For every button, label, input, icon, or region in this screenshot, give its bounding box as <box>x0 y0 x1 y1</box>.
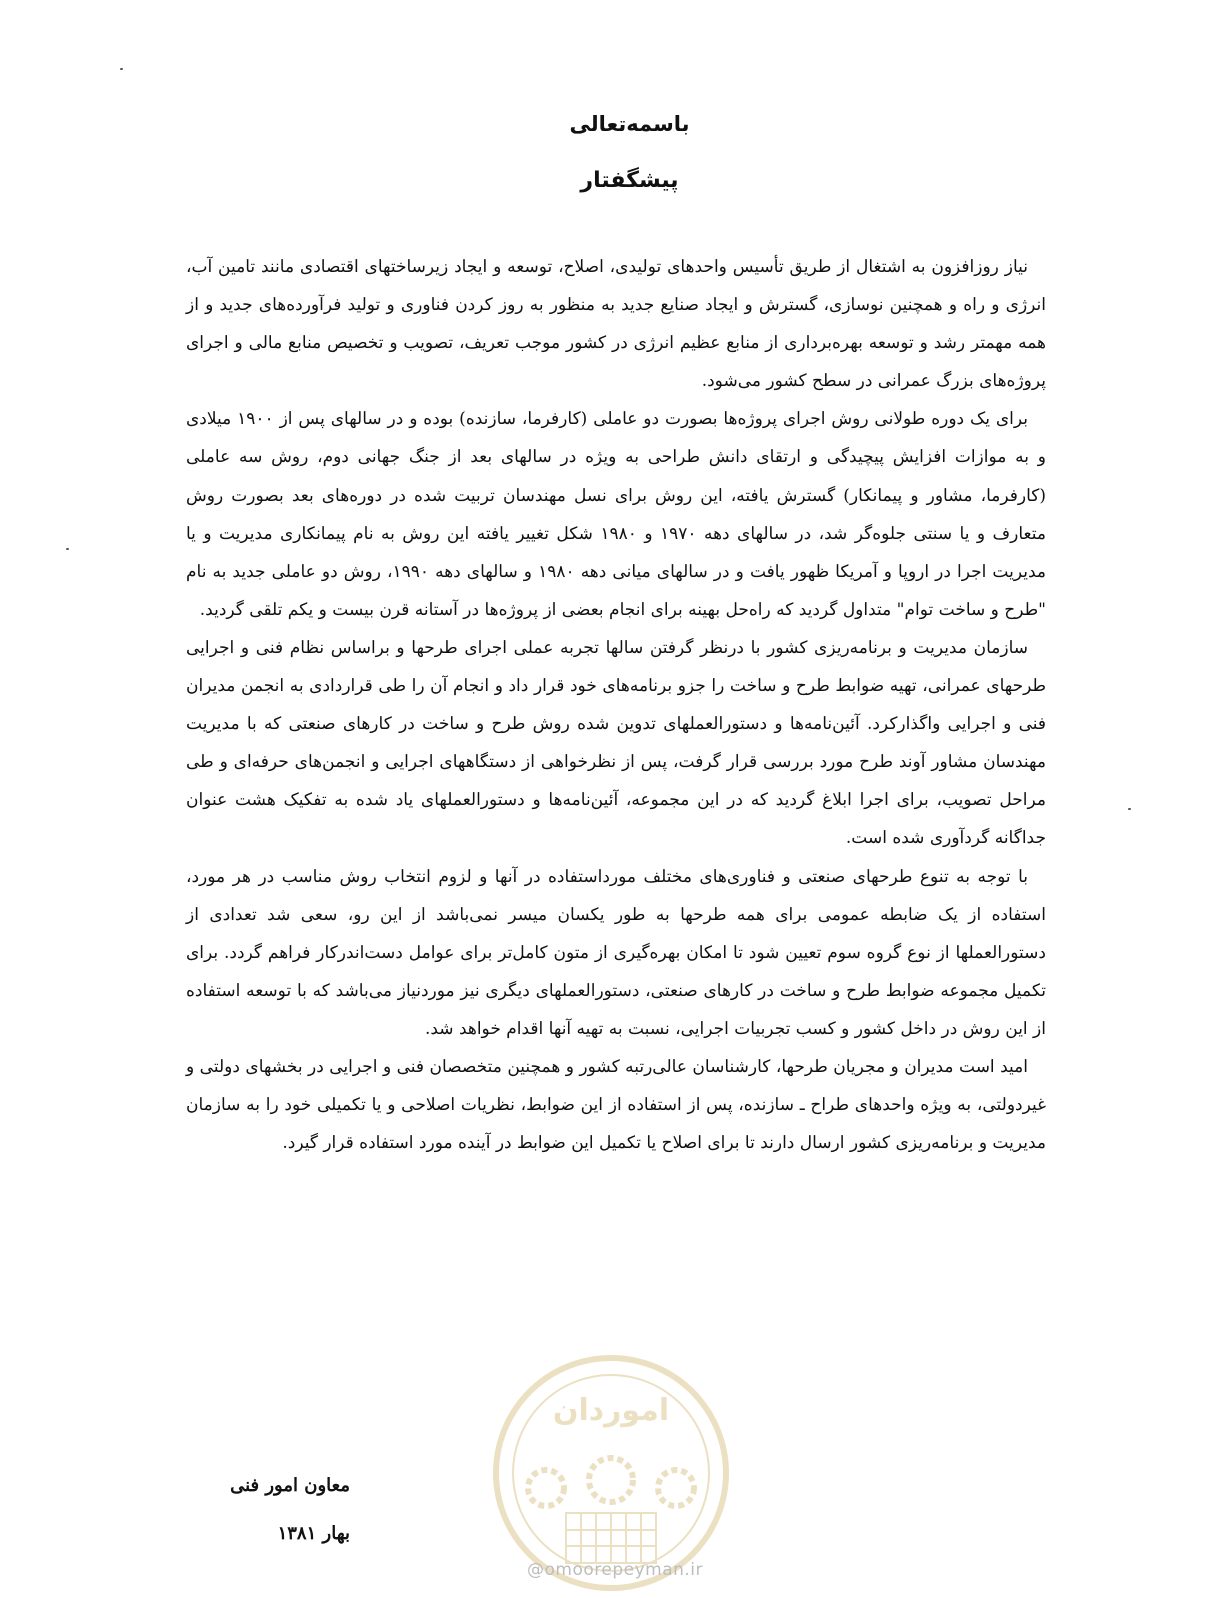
watermark-url: @omoorepeyman.ir <box>526 1560 704 1580</box>
bismillah-heading: باسمه‌تعالی <box>569 112 690 136</box>
watermark-logo-text: اموردان <box>552 1393 670 1428</box>
signature-role: معاون امور فنی <box>230 1475 350 1496</box>
paragraph-3: سازمان مدیریت و برنامه‌ریزی کشور با درنظر گرفتن سالها تجربه عملی اجرای طرحها و براساس نظام فنی و اجرایی طرحهای عمرانی، تهیه ضوابط طرح و ساخت را جزو برنامه‌های خود قرار داد و انجام آن را طی قراردادی به انجمن مدیران فنی و اجرایی واگذارکرد. آئین‌نامه‌ها و دستورالعملهای تدوین شده روش طرح و ساخت در کارهای صنعتی که با مدیریت مهندسان مشاور آوند طرح مورد بررسی قرار گرفت، پس از نظرخواهی از دستگاههای اجرایی و انجمن‌های حرفه‌ای و طی مراحل تصویب، برای اجرا ابلاغ گردید که در این مجموعه، آئین‌نامه‌ها و دستورالعملهای یاد شده به تفکیک هشت عنوان جداگانه گردآوری شده است. <box>186 637 1046 849</box>
paragraph-2: برای یک دوره طولانی روش اجرای پروژه‌ها بصورت دو عاملی (کارفرما، سازنده) بوده و در سالهای پس از ۱۹۰۰ میلادی و به موازات افزایش پیچیدگی و ارتقای دانش طراحی به ویژه در سالهای بعد از جنگ جهانی دوم، روش سه عاملی (کارفرما، مشاور و پیمانکار) گسترش یافته، این روش برای نسل مهندسان تربیت شده در دوره‌های بعد بصورت روش متعارف و یا سنتی جلوه‌گر شد، در سالهای دهه ۱۹۷۰ و ۱۹۸۰ شکل تغییر یافته این روش به نام پیمانکاری مدیریت و یا مدیریت اجرا در اروپا و آمریکا ظهور یافت و در سالهای میانی دهه ۱۹۸۰ و سالهای دهه ۱۹۹۰، روش دو عاملی جدید به نام "طرح و ساخت توام" متداول گردید که راه‌حل بهینه برای انجام بعضی از پروژه‌ها در آستانه قرن بیست و یکم تلقی گردید. <box>186 409 1046 620</box>
page-title: پیشگفتار <box>580 168 679 193</box>
paragraph-4: با توجه به تنوع طرحهای صنعتی و فناوری‌های مختلف مورداستفاده در آنها و لزوم انتخاب روش مناسب در هر مورد، استفاده از یک ضابطه عمومی برای همه طرحها به طور یکسان میسر نمی‌باشد از این رو، سعی شد تعدادی از دستورالعملها از نوع گروه سوم تعیین شود تا امکان بهره‌گیری از متون کامل‌تر برای عوامل دست‌اندرکار فراهم گردد. برای تکمیل مجموعه ضوابط طرح و ساخت در کارهای صنعتی، دستورالعملهای دیگری نیز موردنیاز می‌باشد که با توسعه استفاده از این روش در داخل کشور و کسب تجربیات اجرایی، نسبت به تهیه آنها اقدام خواهد شد. <box>186 866 1046 1039</box>
scan-speck <box>66 548 69 550</box>
scan-speck <box>1128 808 1131 810</box>
signature-block <box>190 1462 350 1558</box>
scan-speck <box>120 68 123 70</box>
paragraph-5: امید است مدیران و مجریان طرحها، کارشناسان عالی‌رتبه کشور و همچنین متخصصان فنی و اجرایی در بخشهای دولتی و غیردولتی، به ویژه واحدهای طراح ـ سازنده، پس از استفاده از این ضوابط، نظریات اصلاحی و یا تکمیلی خود را به سازمان مدیریت و برنامه‌ریزی کشور ارسال دارند تا برای اصلاح یا تکمیل این ضوابط در آینده مورد استفاده قرار گیرد. <box>186 1056 1046 1154</box>
paragraph-1: نیاز روزافزون به اشتغال از طریق تأسیس واحدهای تولیدی، اصلاح، توسعه و ایجاد زیرساختهای اقتصادی مانند تامین آب، انرژی و راه و همچنین نوسازی، گسترش و ایجاد صنایع جدید به منظور به روز کردن فناوری و تولید فرآورده‌های جدید و از همه مهمتر رشد و توسعه بهره‌برداری از منابع عظیم انرژی در کشور موجب تعریف، تصویب و تخصیص منابع مالی و اجرای پروژه‌های بزرگ عمرانی در سطح کشور می‌شود. <box>186 257 1046 392</box>
signature-date: بهار ۱۳۸۱ <box>277 1523 350 1544</box>
body-text <box>186 248 1046 1162</box>
